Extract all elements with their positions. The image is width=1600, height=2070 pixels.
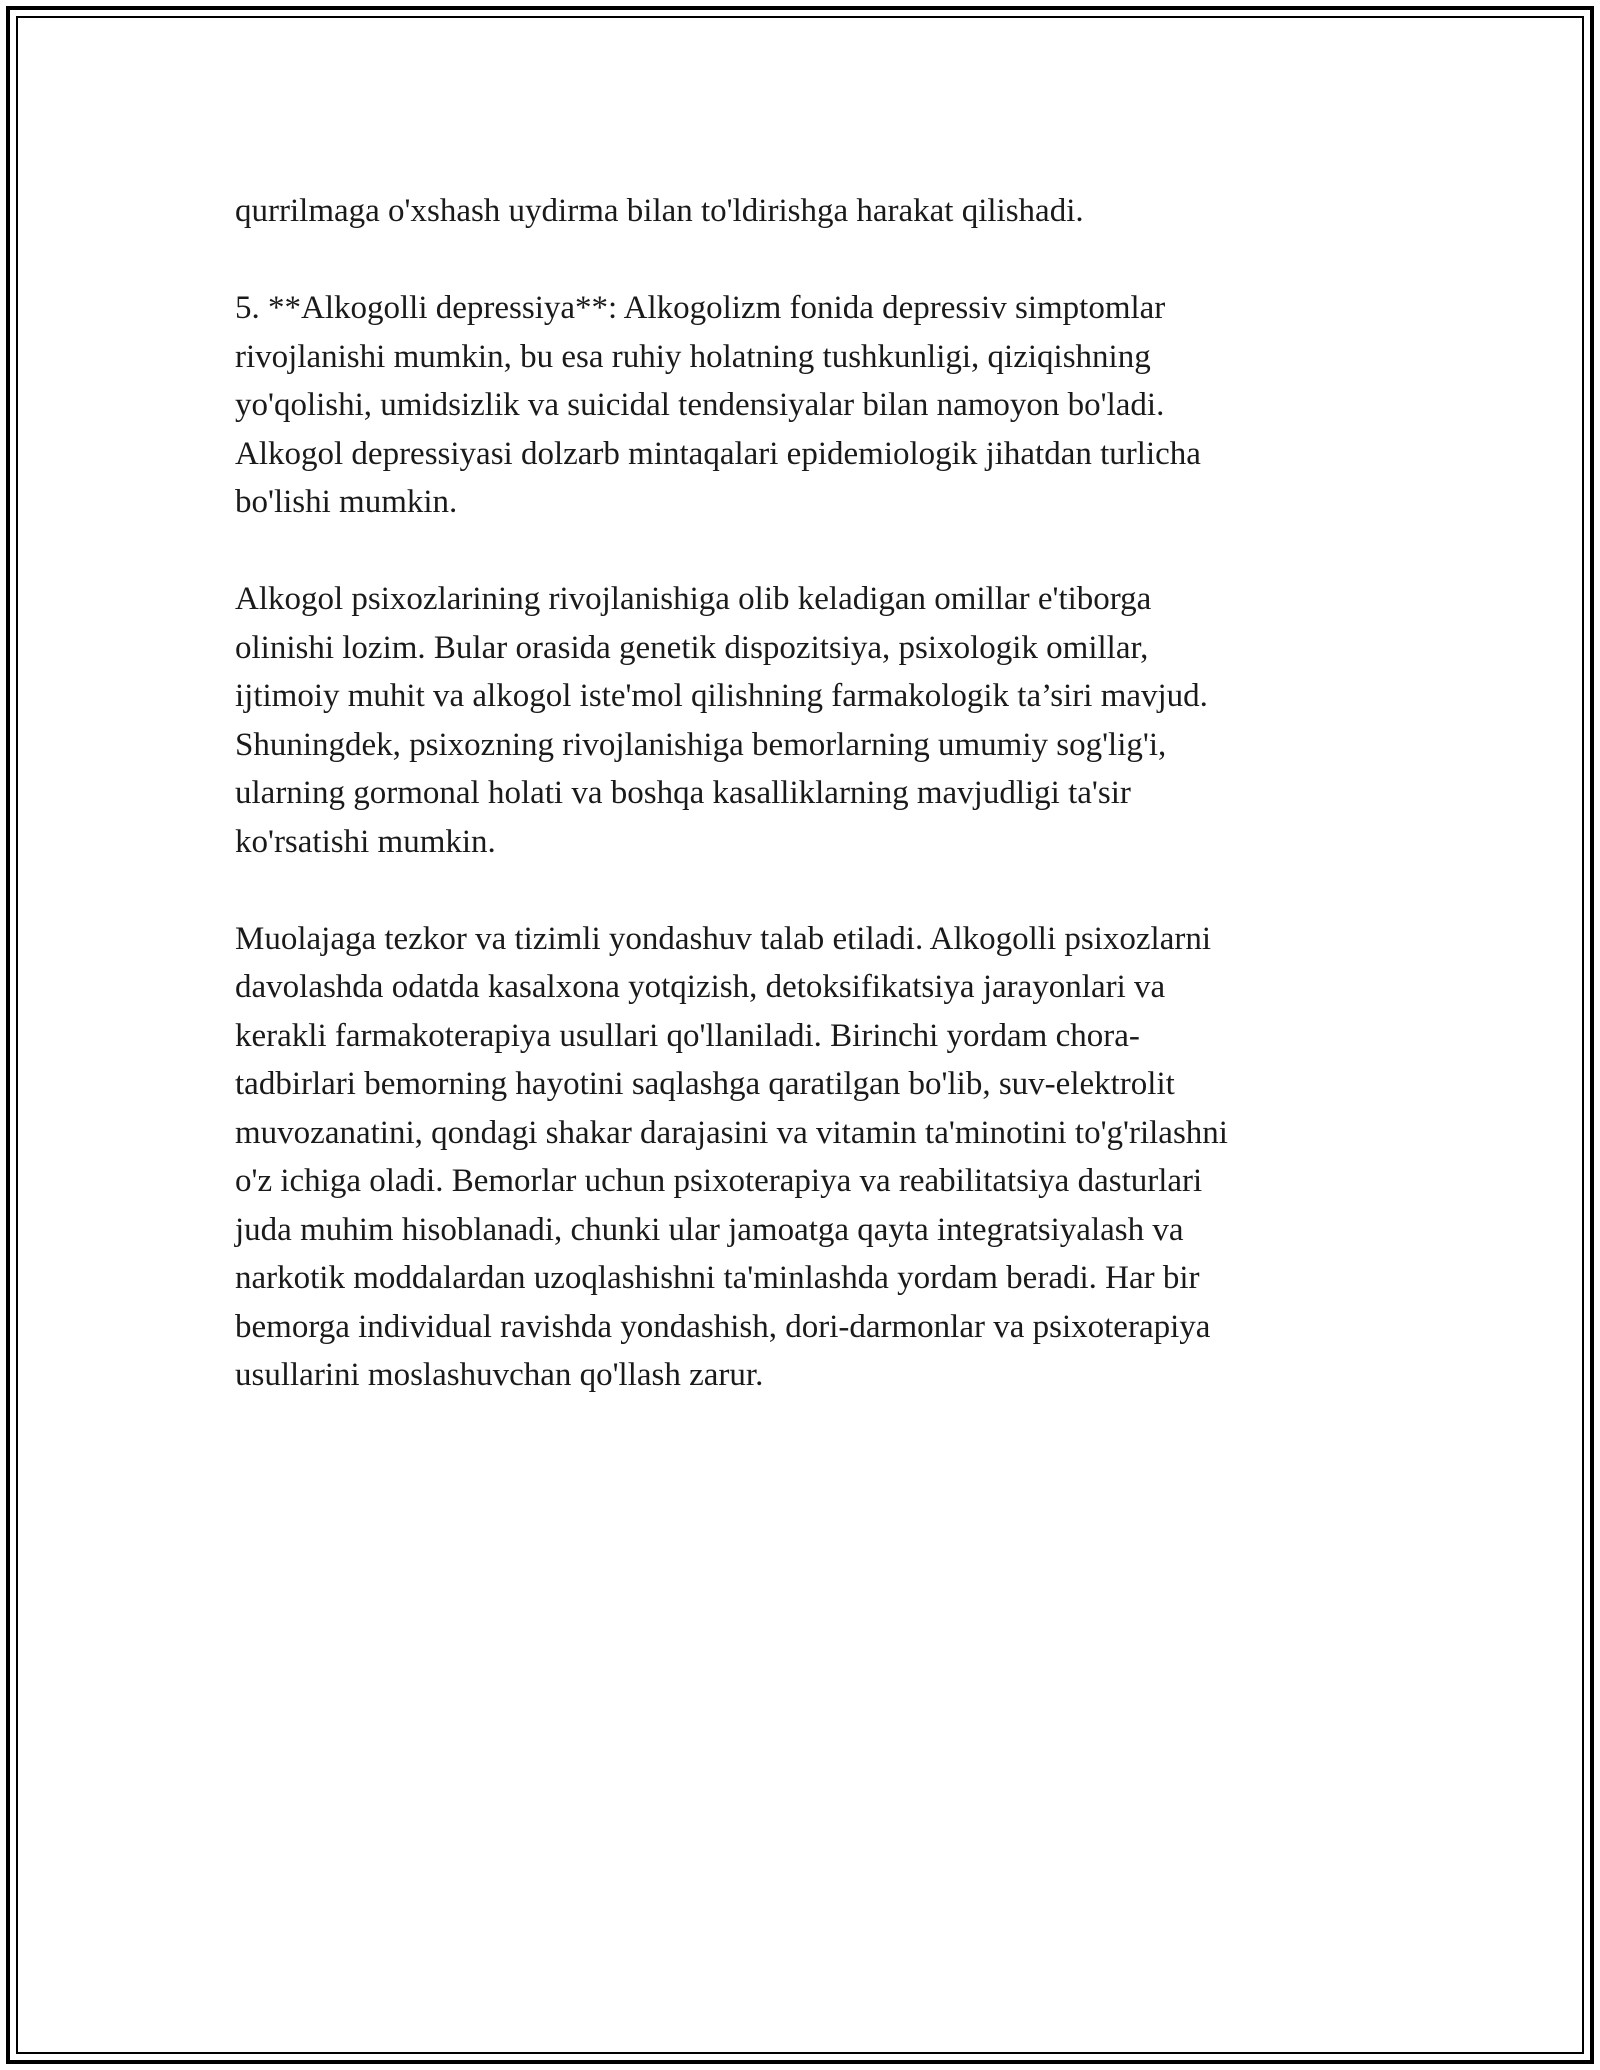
paragraph-alcoholic-depression: 5. **Alkogolli depressiya**: Alkogolizm fonida depressiv simptomlar rivojlanishi mumkin, bu esa ruhiy holatning tushkunligi, qiziqishning yo'qolishi, umidsizlik va suicidal tendensiyalar bilan namoyon bo'ladi. Alkogol depressiyasi dolzarb mintaqalari epidemiologik jihatdan turlicha bo'lishi mumkin.: [235, 290, 1201, 520]
paragraph-continuation: qurrilmaga o'xshash uydirma bilan to'ldirishga harakat qilishadi.: [235, 193, 1084, 229]
document-body: [235, 187, 1365, 1400]
paragraph-treatment: Muolajaga tezkor va tizimli yondashuv talab etiladi. Alkogolli psixozlarni davolashda odatda kasalxona yotqizish, detoksifikatsiya jarayonlari va kerakli farmakoterapiya usullari qo'llaniladi. Birinchi yordam chora- tadbirlari bemorning hayotini saqlashga qaratilgan bo'lib, suv-elektrolit muvozanatini, qondagi shakar darajasini va vitamin ta'minotini to'g'rilashni o'z ichiga oladi. Bemorlar uchun psixoterapiya va reabilitatsiya dasturlari juda muhim hisoblanadi, chunki ular jamoatga qayta integratsiyalash va narkotik moddalardan uzoqlashishni ta'minlashda yordam beradi. Har bir bemorga individual ravishda yondashish, dori-darmonlar va psixoterapiya usullarini moslashuvchan qo'llash zarur.: [235, 920, 1228, 1393]
paragraph-risk-factors: Alkogol psixozlarining rivojlanishiga olib keladigan omillar e'tiborga olinishi lozim. Bular orasida genetik dispozitsiya, psixologik omillar, ijtimoiy muhit va alkogol iste'mol qilishning farmakologik ta’siri mavjud. Shuningdek, psixozning rivojlanishiga bemorlarning umumiy sog'lig'i, ularning gormonal holati va boshqa kasalliklarning mavjudligi ta'sir ko'rsatishi mumkin.: [235, 581, 1208, 860]
